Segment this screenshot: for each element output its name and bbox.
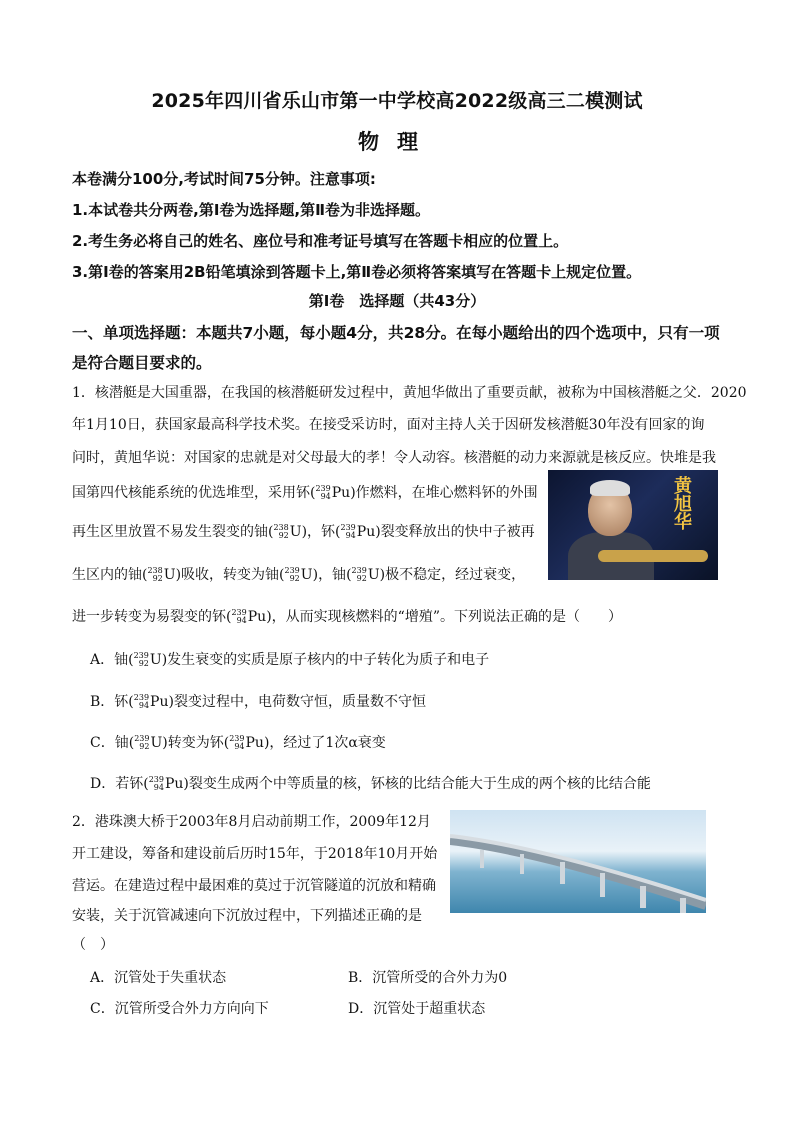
note-line: 1.本试卷共分两卷,第Ⅰ卷为选择题,第Ⅱ卷为非选择题。 [72,201,430,219]
text-fragment: 国第四代核能系统的优选堆型，采用钚 [72,485,310,501]
q1-line: 生区内的铀( 238 92 U)吸收，转变为铀( 239 92 U)，铀( 239 92 U)极不稳定，经过衰变， [72,566,526,583]
note-line: 2.考生务必将自己的姓名、座位号和准考证号填写在答题卡相应的位置上。 [72,232,569,250]
isotope-pu239: 239 94 Pu [315,484,351,501]
text-fragment: ，从而实现核燃料的“增殖”。下列说法正确的是（ ） [271,609,622,625]
q1-option-c[interactable]: C．铀( 239 92 U)转变为钚( 239 94 Pu)，经过了1次α衰变 [90,734,386,751]
q1-line: 1．核潜艇是大国重器，在我国的核潜艇研发过程中，黄旭华做出了重要贡献，被称为中国核潜艇之父．2020 [72,385,747,401]
text-fragment: ，钚 [307,524,336,540]
isotope-u239: 239 92 U [134,734,163,751]
photo-hair [590,480,630,496]
photo-name: 黄旭华 [674,476,692,533]
q1-line: 问时，黄旭华说：对国家的忠就是对父母最大的孝！令人动容。核潜艇的动力来源就是核反应。快堆是我 [72,450,716,466]
isotope-pu239: 239 94 Pu [148,775,184,792]
q1-line: 进一步转变为易裂变的钚( 239 94 Pu)，从而实现核燃料的“增殖”。下列说法正确的是（ ） [72,608,622,625]
note-line: 本卷满分100分,考试时间75分钟。注意事项: [72,170,376,188]
section-heading: 第Ⅰ卷 选择题（共43分） [308,292,486,310]
q2-option-a[interactable]: A．沉管处于失重状态 [90,970,227,986]
q1-line: 国第四代核能系统的优选堆型，采用钚( 239 94 Pu)作燃料，在堆心燃料钚的外围 [72,484,538,501]
submarine-model [598,550,708,562]
q2-line: 2．港珠澳大桥于2003年8月启动前期工作，2009年12月 [72,814,431,830]
text-fragment: 生区内的铀 [72,567,142,583]
isotope-pu239: 239 94 Pu [133,693,169,710]
q2-option-d[interactable]: D．沉管处于超重状态 [348,1001,486,1017]
isotope-u238: 238 92 U [147,566,176,583]
bridge-photo [450,810,706,913]
subject-title: 物理 [358,130,436,154]
q2-line: 安装，关于沉管减速向下沉放过程中，下列描述正确的是 [72,908,422,924]
part-heading: 一、单项选择题：本题共7小题，每小题4分，共28分。在每小题给出的四个选项中，只有一项是符合题目要求的。 [72,324,720,372]
exam-title: 2025年四川省乐山市第一中学校高2022级高三二模测试 [151,90,643,112]
q2-line: 营运。在建造过程中最困难的莫过于沉管隧道的沉放和精确 [72,878,436,894]
isotope-pu239: 239 94 Pu [231,608,267,625]
isotope-u239: 239 92 U [284,566,313,583]
q1-option-a[interactable]: A．铀( 239 92 U)发生衰变的实质是原子核内的中子转化为质子和电子 [90,651,490,668]
isotope-u239: 239 92 U [351,566,380,583]
q2-option-c[interactable]: C．沉管所受合外力方向向下 [90,1001,269,1017]
text-fragment: 裂变释放出的快中子被再 [380,524,535,540]
note-line: 3.第Ⅰ卷的答案用2B铅笔填涂到答题卡上,第Ⅱ卷必须将答案填写在答题卡上规定位置。 [72,263,642,281]
text-fragment: 吸收，转变为铀 [181,567,280,583]
q1-line: 年1月10日，获国家最高科学技术奖。在接受采访时，面对主持人关于因研发核潜艇30年没有回家的询 [72,417,705,433]
isotope-pu239: 239 94 Pu [229,734,264,751]
q1-option-b[interactable]: B．钚( 239 94 Pu)裂变过程中，电荷数守恒，质量数不守恒 [90,693,426,710]
q2-option-b[interactable]: B．沉管所受的合外力为0 [348,970,508,986]
isotope-u238: 238 92 U [273,523,302,540]
huang-xuhua-photo [548,470,718,580]
q2-line: （ ） [72,937,114,953]
text-fragment: 极不稳定，经过衰变， [385,567,526,583]
bridge-illustration [450,810,706,913]
isotope-u239: 239 92 U [133,651,162,668]
q2-line: 开工建设，筹备和建设前后历时15年，于2018年10月开始 [72,846,438,862]
q1-line: 再生区里放置不易发生裂变的铀( 238 92 U)，钚( 239 94 Pu)裂变释放出的快中子被再 [72,523,535,540]
text-fragment: 再生区里放置不易发生裂变的铀 [72,524,268,540]
text-fragment: ，铀 [318,567,347,583]
q1-option-d[interactable]: D．若钚( 239 94 Pu)裂变生成两个中等质量的核，钚核的比结合能大于生成的两个核的比结合能 [90,775,651,792]
isotope-pu239: 239 94 Pu [340,523,376,540]
text-fragment: 作燃料，在堆心燃料钚的外围 [355,485,538,501]
text-fragment: 进一步转变为易裂变的钚 [72,609,226,625]
